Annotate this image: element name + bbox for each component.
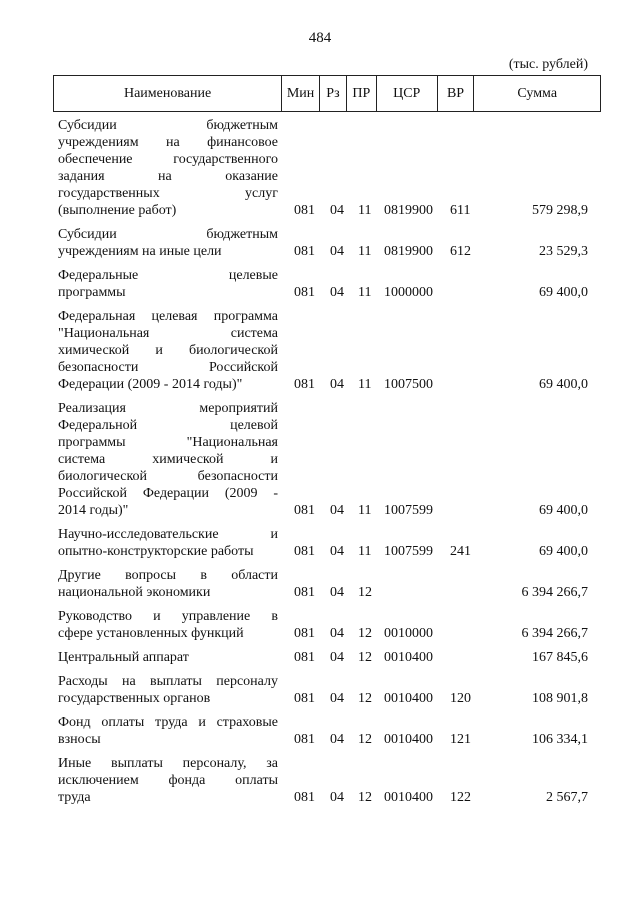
table-header [53,75,601,112]
row-sum: 6 394 266,7 [521,585,588,600]
table-body [58,117,600,813]
row-csr: 0010400 [384,732,433,747]
table-row [58,308,600,393]
table-row [58,117,600,219]
row-name-line: Научно-исследовательские и [58,527,278,542]
table-row [58,267,600,301]
row-csr: 1007599 [384,544,433,559]
row-name-line: программы "Национальная [58,435,278,450]
row-sum: 106 334,1 [532,732,588,747]
row-name-line: учреждениям на иные цели [58,244,222,259]
row-min: 081 [294,626,315,641]
row-name [58,226,278,260]
row-name-line: 2014 годы)" [58,503,129,518]
row-name-line: Реализация мероприятий [58,401,278,416]
row-name-line: исключением фонда оплаты [58,773,278,788]
row-name-line: учреждениям на финансовое [58,135,278,150]
row-name-line: обеспечение государственного [58,152,278,167]
row-vr: 121 [450,732,471,747]
column-header-rz: Рз [320,76,347,111]
row-name [58,755,278,806]
row-csr: 0010400 [384,650,433,665]
row-rz: 04 [330,203,344,218]
row-pr: 12 [358,790,372,805]
row-name-line: Иные выплаты персоналу, за [58,756,278,771]
row-name-line: химической и биологической [58,343,278,358]
table-row [58,673,600,707]
row-name-line: биологической безопасности [58,469,278,484]
row-name-line: Расходы на выплаты персоналу [58,674,278,689]
row-min: 081 [294,377,315,392]
row-name-line: Центральный аппарат [58,650,189,665]
row-rz: 04 [330,732,344,747]
column-header-sum: Сумма [517,85,558,101]
row-name-line: Федеральная целевая программа [58,309,278,324]
table-row [58,226,600,260]
row-rz: 04 [330,691,344,706]
row-name-line: государственных услуг [58,186,278,201]
row-rz: 04 [330,650,344,665]
row-name-line: опытно-конструкторские работы [58,544,254,559]
row-min: 081 [294,244,315,259]
row-name-line: Руководство и управление в [58,609,278,624]
row-rz: 04 [330,585,344,600]
row-min: 081 [294,503,315,518]
row-pr: 12 [358,732,372,747]
row-sum: 23 529,3 [539,244,588,259]
row-min: 081 [294,203,315,218]
row-name-line: система химической и [58,452,278,467]
row-name-line: программы [58,285,126,300]
row-name-line: государственных органов [58,691,211,706]
row-name [58,308,278,393]
table-row [58,567,600,601]
row-csr: 1000000 [384,285,433,300]
row-name-line: Другие вопросы в области [58,568,278,583]
row-vr: 611 [450,203,471,218]
row-sum: 2 567,7 [546,790,588,805]
row-name [58,673,278,707]
row-sum: 6 394 266,7 [521,626,588,641]
column-header-vr: ВР [438,76,475,111]
column-header-min: Мин [282,76,320,111]
row-csr: 1007500 [384,377,433,392]
row-vr: 241 [450,544,471,559]
row-name [58,117,278,219]
table-row [58,649,600,666]
row-rz: 04 [330,503,344,518]
row-pr: 11 [358,544,372,559]
row-name [58,267,278,301]
row-sum: 167 845,6 [532,650,588,665]
row-sum: 579 298,9 [532,203,588,218]
row-sum: 69 400,0 [539,377,588,392]
row-pr: 11 [358,285,372,300]
row-rz: 04 [330,377,344,392]
row-sum: 69 400,0 [539,503,588,518]
row-min: 081 [294,585,315,600]
units-label: (тыс. рублей) [508,57,588,72]
row-name-line: взносы [58,732,101,747]
column-header-name: Наименование [54,76,282,111]
row-pr: 12 [358,650,372,665]
row-csr: 0010000 [384,626,433,641]
table-row [58,400,600,519]
row-pr: 11 [358,203,372,218]
row-name-line: "Национальная система [58,326,278,341]
row-name [58,400,278,519]
row-name [58,649,278,666]
row-rz: 04 [330,626,344,641]
row-name-line: Субсидии бюджетным [58,118,278,133]
row-pr: 11 [358,377,372,392]
row-name [58,714,278,748]
row-csr: 1007599 [384,503,433,518]
row-name-line: Федеральной целевой [58,418,278,433]
row-vr: 612 [450,244,471,259]
row-name-line: труда [58,790,91,805]
row-pr: 12 [358,691,372,706]
row-sum: 69 400,0 [539,544,588,559]
row-pr: 12 [358,585,372,600]
row-pr: 11 [358,244,372,259]
row-name-line: (выполнение работ) [58,203,177,218]
row-vr: 122 [450,790,471,805]
row-rz: 04 [330,244,344,259]
row-min: 081 [294,691,315,706]
table-row [58,755,600,806]
row-name [58,526,278,560]
row-pr: 11 [358,503,372,518]
table-row [58,608,600,642]
row-sum: 108 901,8 [532,691,588,706]
row-min: 081 [294,285,315,300]
row-name-line: Федеральные целевые [58,268,278,283]
row-name-line: Субсидии бюджетным [58,227,278,242]
row-min: 081 [294,732,315,747]
row-name [58,608,278,642]
row-name-line: задания на оказание [58,169,278,184]
table-row [58,714,600,748]
row-csr: 0010400 [384,691,433,706]
row-min: 081 [294,650,315,665]
row-min: 081 [294,790,315,805]
row-name-line: сфере установленных функций [58,626,244,641]
row-name-line: безопасности Российской [58,360,278,375]
row-csr: 0010400 [384,790,433,805]
row-name-line: Федерации (2009 - 2014 годы)" [58,377,243,392]
column-header-pr: ПР [347,76,377,111]
row-min: 081 [294,544,315,559]
row-csr: 0819900 [384,244,433,259]
row-rz: 04 [330,790,344,805]
row-pr: 12 [358,626,372,641]
row-vr: 120 [450,691,471,706]
row-rz: 04 [330,544,344,559]
column-header-csr: ЦСР [377,76,438,111]
row-csr: 0819900 [384,203,433,218]
row-name [58,567,278,601]
row-name-line: Фонд оплаты труда и страховые [58,715,278,730]
row-name-line: национальной экономики [58,585,211,600]
row-name-line: Российской Федерации (2009 - [58,486,278,501]
row-sum: 69 400,0 [539,285,588,300]
row-rz: 04 [330,285,344,300]
page-number: 484 [308,30,332,46]
table-row [58,526,600,560]
